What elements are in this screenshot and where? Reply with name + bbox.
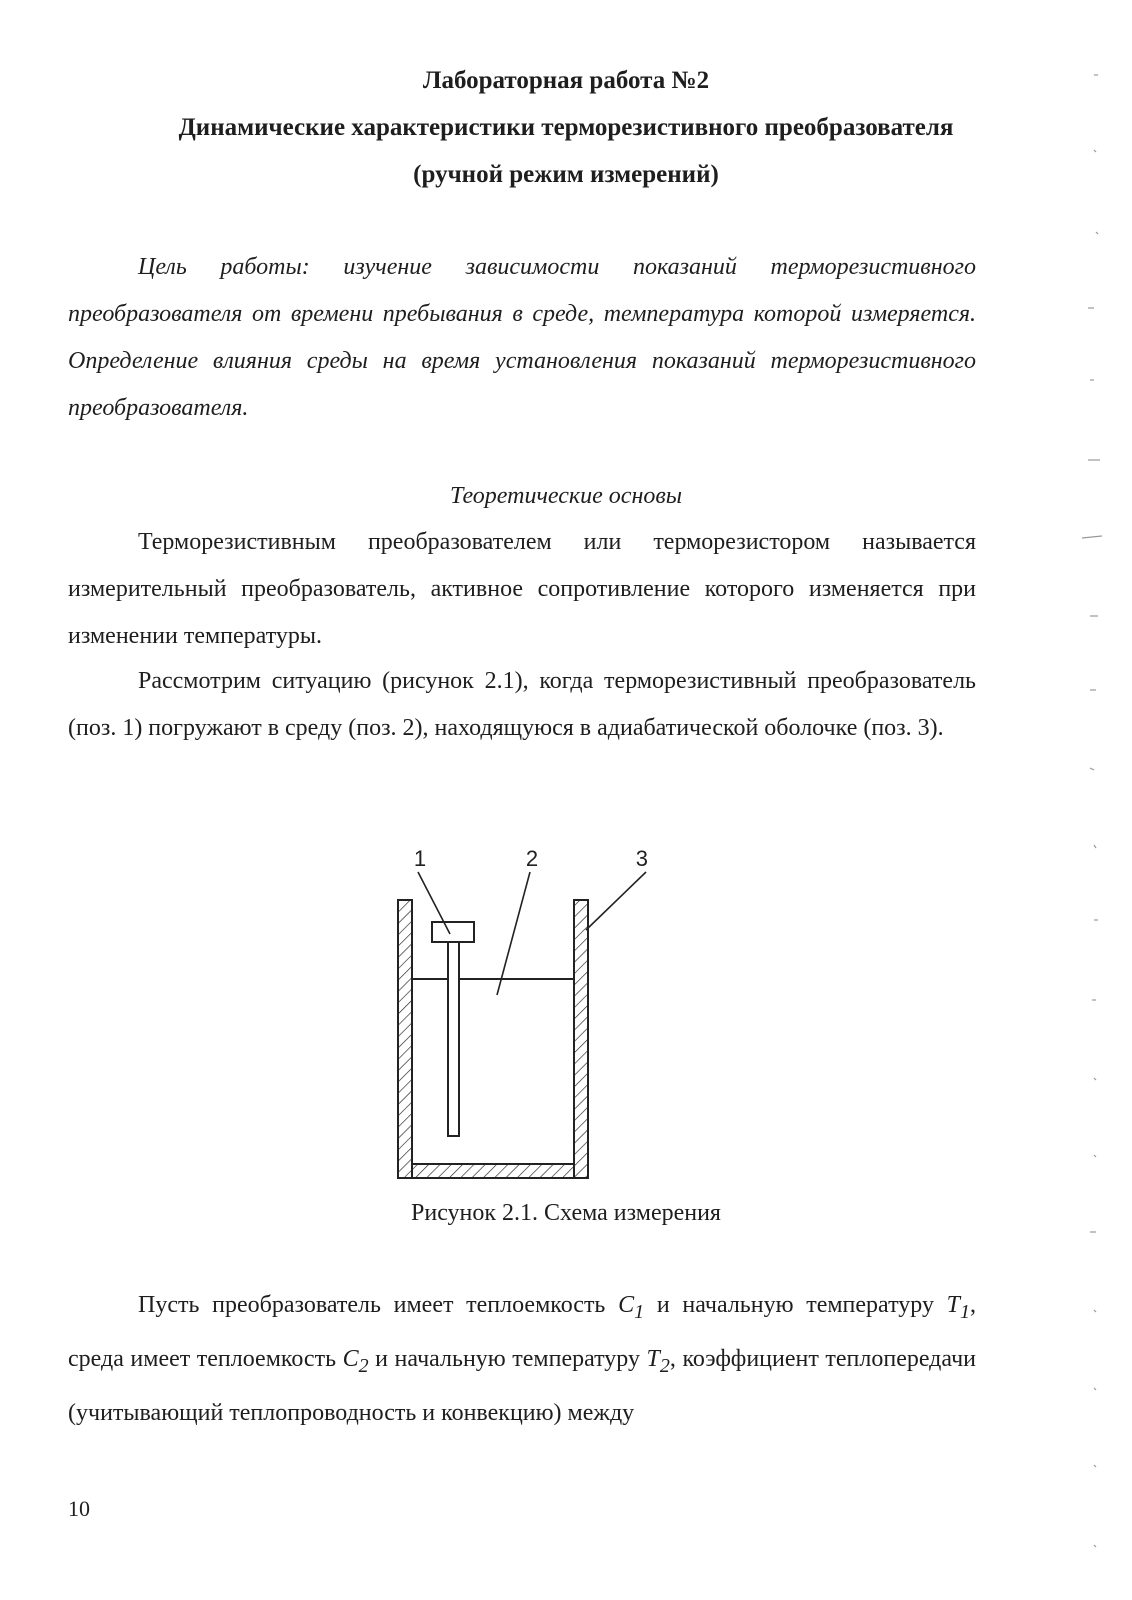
symbol-c2 — [342, 1345, 369, 1377]
leader-line-3 — [586, 872, 646, 930]
paragraph-assumptions — [68, 1282, 976, 1437]
assumption-text-2: и начальную температуру — [644, 1292, 947, 1318]
paragraph-situation-text: Рассмотрим ситуацию (рисунок 2.1), когда терморезистивный преобразователь (поз. 1) погружают в среду (поз. 2), находящуюся в адиабатической оболочке (поз. 3). — [68, 668, 976, 741]
symbol-t1-letter: T — [946, 1292, 960, 1318]
section-title: Теоретические основы — [449, 483, 683, 509]
symbol-c1-index: 1 — [634, 1300, 645, 1323]
paragraph-definition — [68, 519, 976, 660]
measurement-scheme-figure — [370, 838, 648, 1188]
symbol-t2-letter: T — [646, 1345, 660, 1372]
assumption-text-3: , среда имеет теплоемкость — [68, 1292, 976, 1372]
goal-label: Цель работы: — [138, 254, 310, 280]
lab-subtitle: Динамические характеристики терморезистивного преобразователя — [178, 114, 954, 141]
shell-bottom — [412, 1164, 574, 1178]
lab-title: Лабораторная работа №2 — [422, 67, 710, 94]
goal-text: изучение зависимости показаний терморезистивного преобразователя от времени пребывания в среде, температура которой измеряется. Определение влияния среды на время установления показаний терморезистивного преобразователя. — [68, 254, 976, 421]
assumption-text-5: , коэффициент теплопередачи (учитывающий теплопроводность и конвекцию) между — [68, 1345, 977, 1426]
symbol-t1-index: 1 — [960, 1300, 970, 1323]
shell-left-wall — [398, 900, 412, 1178]
sensor-rod — [448, 942, 459, 1136]
scan-edge-marks — [1060, 0, 1132, 1600]
lab-mode: (ручной режим измерений) — [413, 161, 719, 188]
figure-label-2: 2 — [525, 846, 539, 871]
assumption-text-1: Пусть преобразователь имеет теплоемкость — [138, 1292, 619, 1318]
symbol-t1 — [946, 1292, 970, 1323]
page-number: 10 — [68, 1496, 90, 1521]
symbol-c1 — [618, 1292, 645, 1323]
figure-label-1: 1 — [413, 846, 427, 871]
symbol-c1-letter: C — [618, 1292, 635, 1318]
shell-right-wall — [574, 900, 588, 1178]
symbol-t2-index: 2 — [659, 1354, 670, 1377]
symbol-c2-letter: C — [342, 1345, 359, 1372]
assumption-text-4: и начальную температуру — [368, 1345, 647, 1372]
paragraph-situation — [68, 658, 976, 752]
figure-label-3: 3 — [635, 846, 648, 871]
symbol-c2-index: 2 — [358, 1354, 369, 1377]
leader-line-2 — [497, 872, 530, 995]
paragraph-definition-text: Терморезистивным преобразователем или терморезистором называется измерительный преобразователь, активное сопротивление которого изменяется при изменении температуры. — [68, 529, 976, 649]
figure-caption: Рисунок 2.1. Схема измерения — [411, 1200, 721, 1226]
goal-paragraph — [68, 244, 976, 432]
sensor-head — [432, 922, 474, 942]
symbol-t2 — [646, 1345, 670, 1377]
